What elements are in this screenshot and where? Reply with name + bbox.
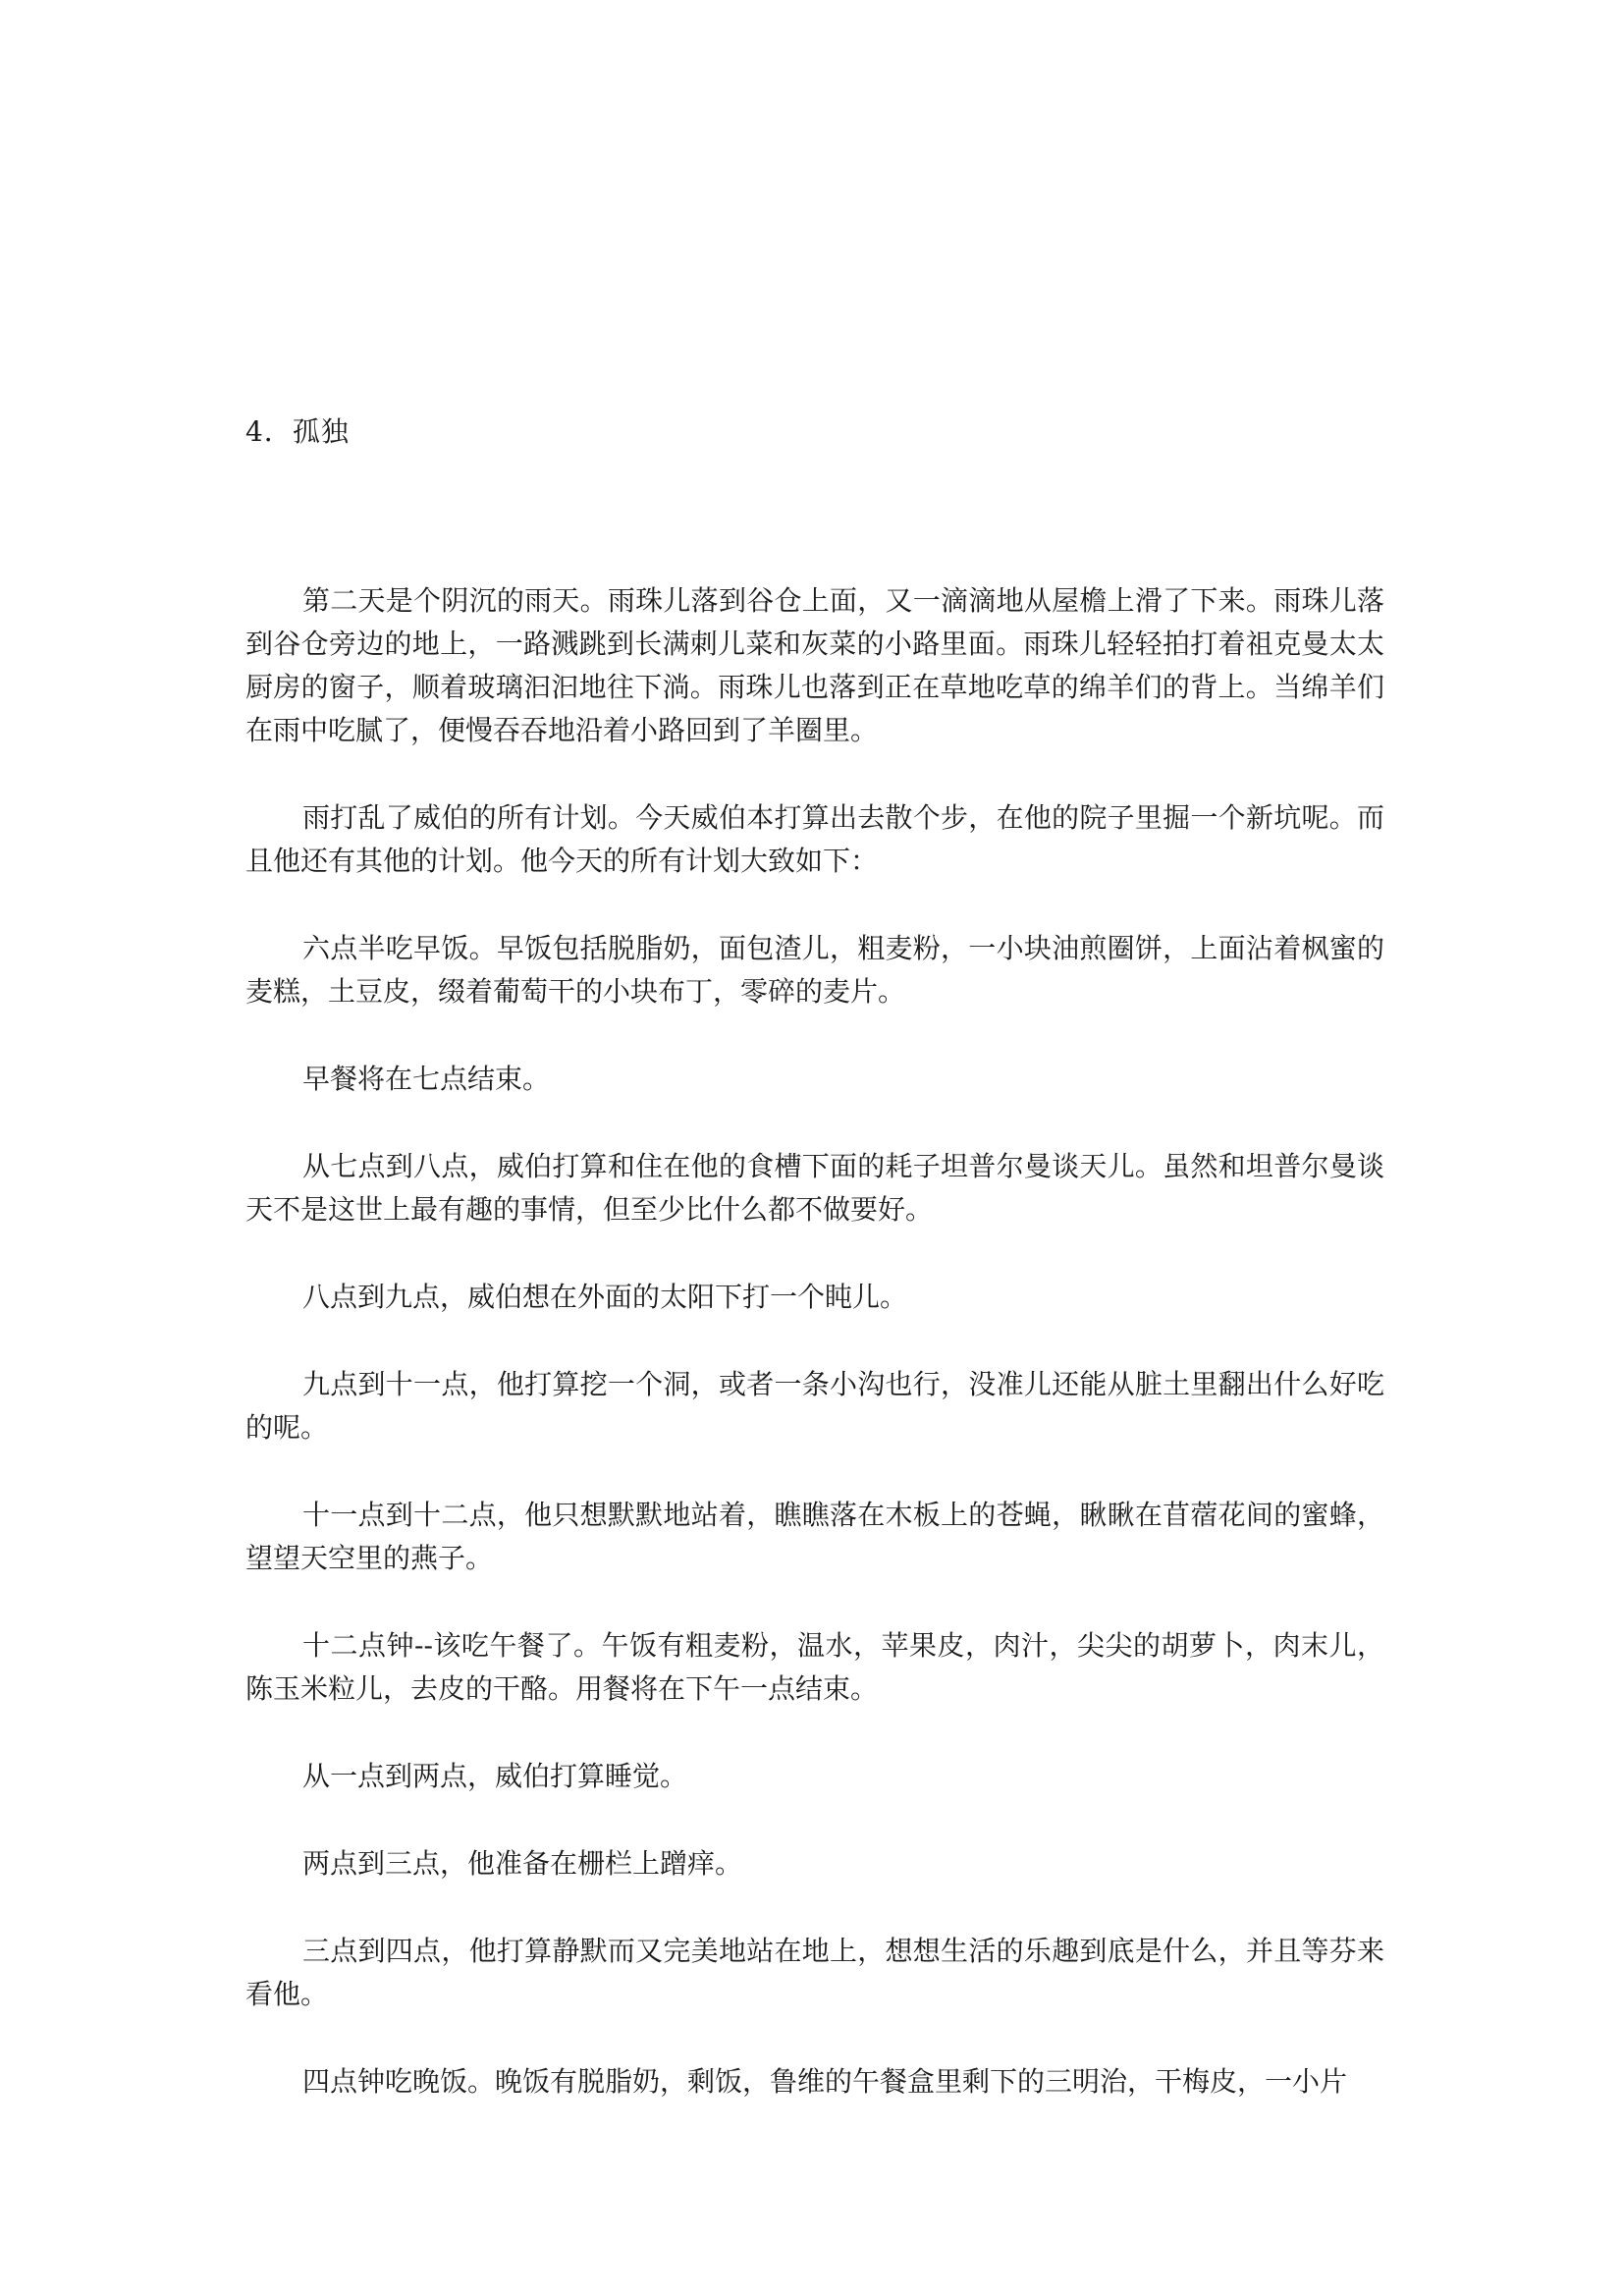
paragraph: 从一点到两点，威伯打算睡觉。: [302, 1760, 688, 1792]
paragraph: 四点钟吃晚饭。晚饭有脱脂奶，剩饭，鲁维的午餐盒里剩下的三明治，干梅皮，一小片: [302, 2065, 1348, 2098]
paragraph: 三点到四点，他打算静默而又完美地站在地上，想想生活的乐趣到底是什么，并且等芬来看他。: [245, 1935, 1384, 2010]
paragraph: 从七点到八点，威伯打算和住在他的食槽下面的耗子坦普尔曼谈天儿。虽然和坦普尔曼谈天不是这世上最有趣的事情，但至少比什么都不做要好。: [245, 1150, 1384, 1226]
paragraph: 九点到十一点，他打算挖一个洞，或者一条小沟也行，没准儿还能从脏土里翻出什么好吃的呢。: [245, 1368, 1384, 1444]
paragraph: 十一点到十二点，他只想默默地站着，瞧瞧落在木板上的苍蝇，瞅瞅在苜蓿花间的蜜蜂，望望天空里的燕子。: [245, 1499, 1384, 1574]
chapter-title: 4．孤独: [245, 415, 350, 448]
chapter-body: [245, 579, 1384, 2148]
paragraph: 六点半吃早饭。早饭包括脱脂奶，面包渣儿，粗麦粉，一小块油煎圈饼，上面沾着枫蜜的麦糕，土豆皮，缀着葡萄干的小块布丁，零碎的麦片。: [245, 932, 1384, 1008]
paragraph: 雨打乱了威伯的所有计划。今天威伯本打算出去散个步，在他的院子里掘一个新坑呢。而且他还有其他的计划。他今天的所有计划大致如下：: [245, 801, 1384, 877]
paragraph: 第二天是个阴沉的雨天。雨珠儿落到谷仓上面，又一滴滴地从屋檐上滑了下来。雨珠儿落到谷仓旁边的地上，一路溅跳到长满刺儿菜和灰菜的小路里面。雨珠儿轻轻拍打着祖克曼太太厨房的窗子，顺着玻璃汩汩地往下淌。雨珠儿也落到正在草地吃草的绵羊们的背上。当绵羊们在雨中吃腻了，便慢吞吞地沿着小路回到了羊圈里。: [245, 584, 1384, 746]
paragraph: 早餐将在七点结束。: [302, 1063, 551, 1095]
paragraph: 两点到三点，他准备在栅栏上蹭痒。: [302, 1847, 743, 1880]
paragraph: 十二点钟--该吃午餐了。午饭有粗麦粉，温水，苹果皮，肉汁，尖尖的胡萝卜，肉末儿，陈玉米粒儿，去皮的干酪。用餐将在下午一点结束。: [245, 1629, 1384, 1705]
paragraph: 八点到九点，威伯想在外面的太阳下打一个盹儿。: [302, 1281, 908, 1313]
